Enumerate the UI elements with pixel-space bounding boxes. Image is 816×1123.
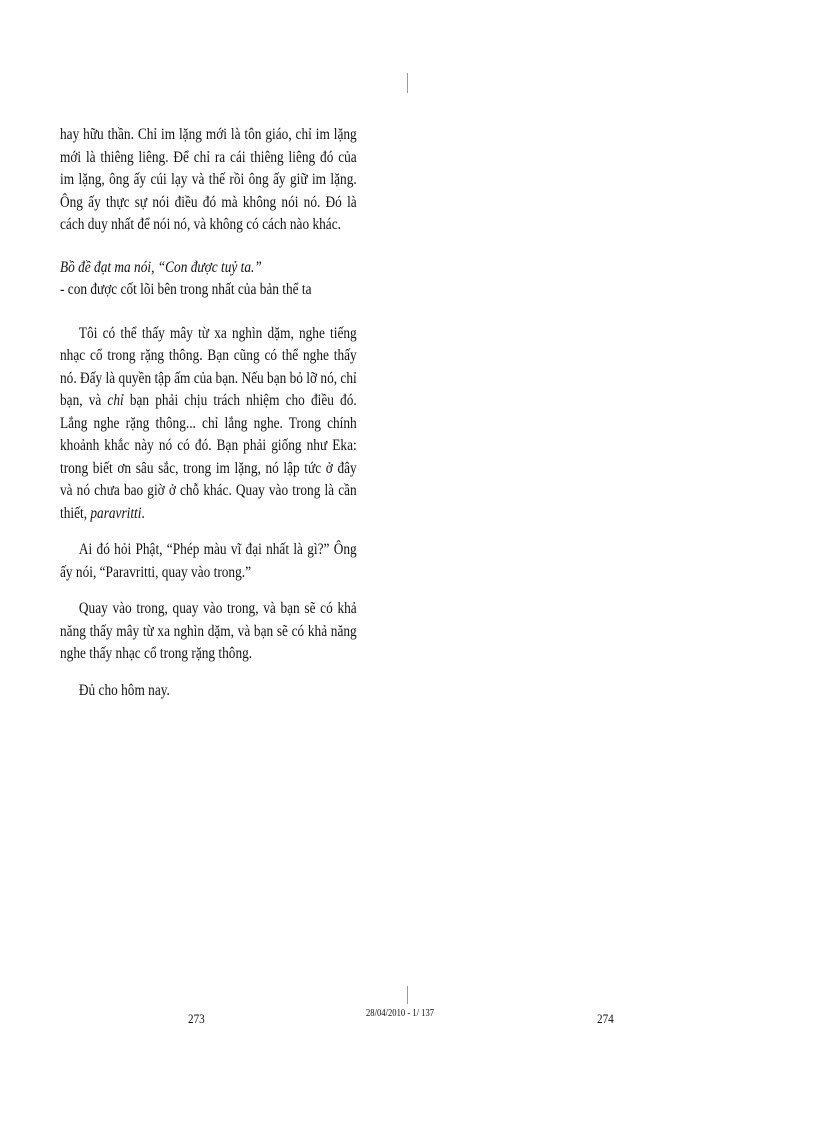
paragraph-3: Ai đó hỏi Phật, “Phép màu vĩ đại nhất là gì?” Ông ấy nói, “Paravritti, quay vào trong.”	[60, 541, 357, 581]
fold-mark-top	[407, 73, 408, 93]
paragraph-5: Đủ cho hôm nay.	[78, 681, 170, 699]
left-page-number: 273	[188, 1011, 205, 1026]
text-column	[60, 124, 357, 702]
paragraph-2-end: .	[141, 504, 145, 522]
paragraph-2-term: paravritti	[90, 504, 142, 522]
quote-line-2: - con được cốt lõi bên trong nhất của bản thể ta	[60, 281, 312, 298]
paragraph-2-emphasis: chỉ	[107, 392, 124, 409]
paragraph-2	[60, 323, 357, 526]
quote-italic: Bồ đề đạt ma nói, “Con được tuỷ ta.”	[60, 258, 262, 276]
print-date-info: 28/04/2010 - 1/ 137	[366, 1008, 435, 1019]
quote-line-1	[60, 257, 357, 280]
paragraph-2-text-a: Tôi có thể thấy mây từ xa nghìn dặm, nghe tiếng nhạc cổ trong rặng thông. Bạn cũng có thể nghe thấy nó. Đấy là quyền tập ấm của bạn. Nếu bạn bỏ lỡ nó, chỉ bạn, và	[60, 324, 357, 409]
paragraph-2-text-b: bạn phải chịu trách nhiệm cho điều đó. Lắng nghe rặng thông... chỉ lắng nghe. Trong chính khoảnh khắc này nó có đó. Bạn phải giống như Eka: trong biết ơn sâu sắc, trong im lặng, nó lập tức ở đây và nó chưa bao giờ ở chỗ khác. Quay vào trong là cần thiết,	[60, 392, 357, 522]
paragraph-4: Quay vào trong, quay vào trong, và bạn sẽ có khả năng thấy mây từ xa nghìn dặm, và bạn sẽ có khả năng nghe thấy nhạc cổ trong rặng thông.	[60, 600, 357, 662]
paragraph-1: hay hữu thần. Chỉ im lặng mới là tôn giáo, chỉ im lặng mới là thiêng liêng. Để chỉ ra cái thiêng liêng đó của im lặng, ông ấy cúi lạy và thế rồi ông ấy giữ im lặng. Ông ấy thực sự nói điều đó mà không nói nó. Đó là cách duy nhất để nói nó, và không có cách nào khác.	[60, 126, 357, 233]
fold-mark-bottom	[407, 986, 408, 1004]
right-page-number: 274	[597, 1011, 614, 1026]
